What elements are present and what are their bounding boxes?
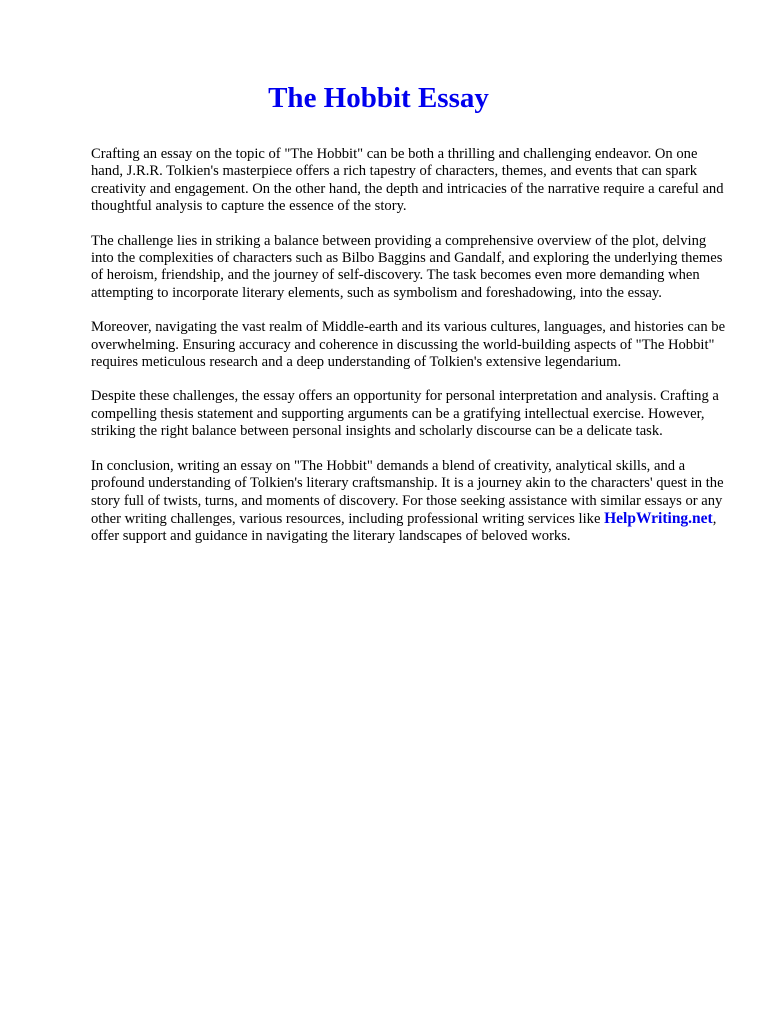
conclusion-text-after-link: , offer support and guidance in navigating the literary landscapes of beloved works. (91, 510, 717, 545)
essay-body (91, 146, 728, 546)
paragraph-conclusion (91, 458, 728, 546)
helpwriting-link[interactable]: HelpWriting.net (604, 509, 713, 527)
paragraph-3: Moreover, navigating the vast realm of Middle-earth and its various cultures, languages, and histories can be overwhelming. Ensuring accuracy and coherence in discussing the world-building aspects of "The Hobbit" requires meticulous research and a deep understanding of Tolkien's extensive legendarium. (91, 319, 726, 371)
paragraph-1: Crafting an essay on the topic of "The Hobbit" can be both a thrilling and challenging endeavor. On one hand, J.R.R. Tolkien's masterpiece offers a rich tapestry of characters, themes, and events that can spark creativity and engagement. On the other hand, the depth and intricacies of the narrative require a careful and thoughtful analysis to capture the essence of the story. (91, 146, 724, 215)
paragraph-2: The challenge lies in striking a balance between providing a comprehensive overview of the plot, delving into the complexities of characters such as Bilbo Baggins and Gandalf, and exploring the underlying themes of heroism, friendship, and the journey of self-discovery. The task becomes even more demanding when attempting to incorporate literary elements, such as symbolism and foreshadowing, into the essay. (91, 232, 723, 301)
conclusion-text-before-link: In conclusion, writing an essay on "The Hobbit" demands a blend of creativity, analytical skills, and a profound understanding of Tolkien's literary craftsmanship. It is a journey akin to the characters' quest in the story full of twists, turns, and moments of discovery. For those seeking assistance with similar essays or any other writing challenges, various resources, including professional writing services like (91, 457, 724, 527)
paragraph-4: Despite these challenges, the essay offers an opportunity for personal interpretation and analysis. Crafting a compelling thesis statement and supporting arguments can be a gratifying intellectual exercise. However, striking the right balance between personal insights and scholarly discourse can be a delicate task. (91, 388, 719, 440)
page-title: The Hobbit Essay (268, 82, 489, 114)
